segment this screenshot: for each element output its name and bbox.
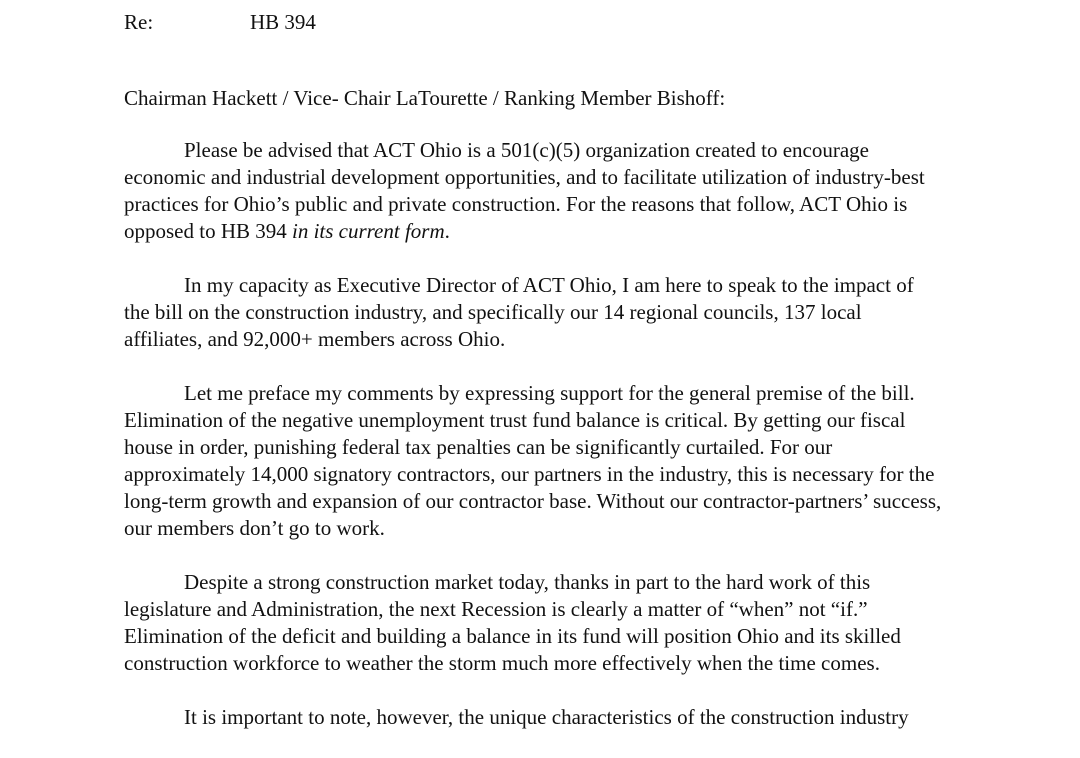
letter-body (124, 137, 944, 758)
paragraph-capacity: In my capacity as Executive Director of ACT Ohio, I am here to speak to the impact of the bill on the construction industry, and specifically our 14 regional councils, 137 local affiliates, and 92,000+ members across Ohio. (124, 273, 914, 351)
re-line (124, 9, 316, 36)
paragraph-intro (124, 137, 944, 245)
re-label: Re: (124, 10, 154, 34)
paragraph-intro-end: . (444, 219, 450, 243)
salutation: Chairman Hackett / Vice- Chair LaTourette / Ranking Member Bishoff: (124, 86, 726, 110)
paragraph-intro-emphasis: in its current form (292, 219, 445, 243)
paragraph-recession: Despite a strong construction market today, thanks in part to the hard work of this legislature and Administration, the next Recession is clearly a matter of “when” not “if.” Elimination of the deficit and building a balance in its fund will position Ohio and its skilled construction workforce to weather the storm much more effectively when the time comes. (124, 570, 901, 675)
re-subject: HB 394 (250, 10, 316, 34)
paragraph-intro-text: Please be advised that ACT Ohio is a 501(c)(5) organization created to encourage economic and industrial development opportunities, and to facilitate utilization of industry-best practices for Ohio’s public and private construction. For the reasons that follow, ACT Ohio is opposed to HB 394 (124, 138, 925, 243)
paragraph-industry: It is important to note, however, the unique characteristics of the construction industry (184, 705, 909, 729)
paragraph-support: Let me preface my comments by expressing support for the general premise of the bill. Elimination of the negative unemployment trust fund balance is critical. By getting our fiscal house in order, punishing federal tax penalties can be significantly curtailed. For our approximately 14,000 signatory contractors, our partners in the industry, this is necessary for the long-term growth and expansion of our contractor base. Without our contractor-partners’ success, our members don’t go to work. (124, 381, 942, 540)
